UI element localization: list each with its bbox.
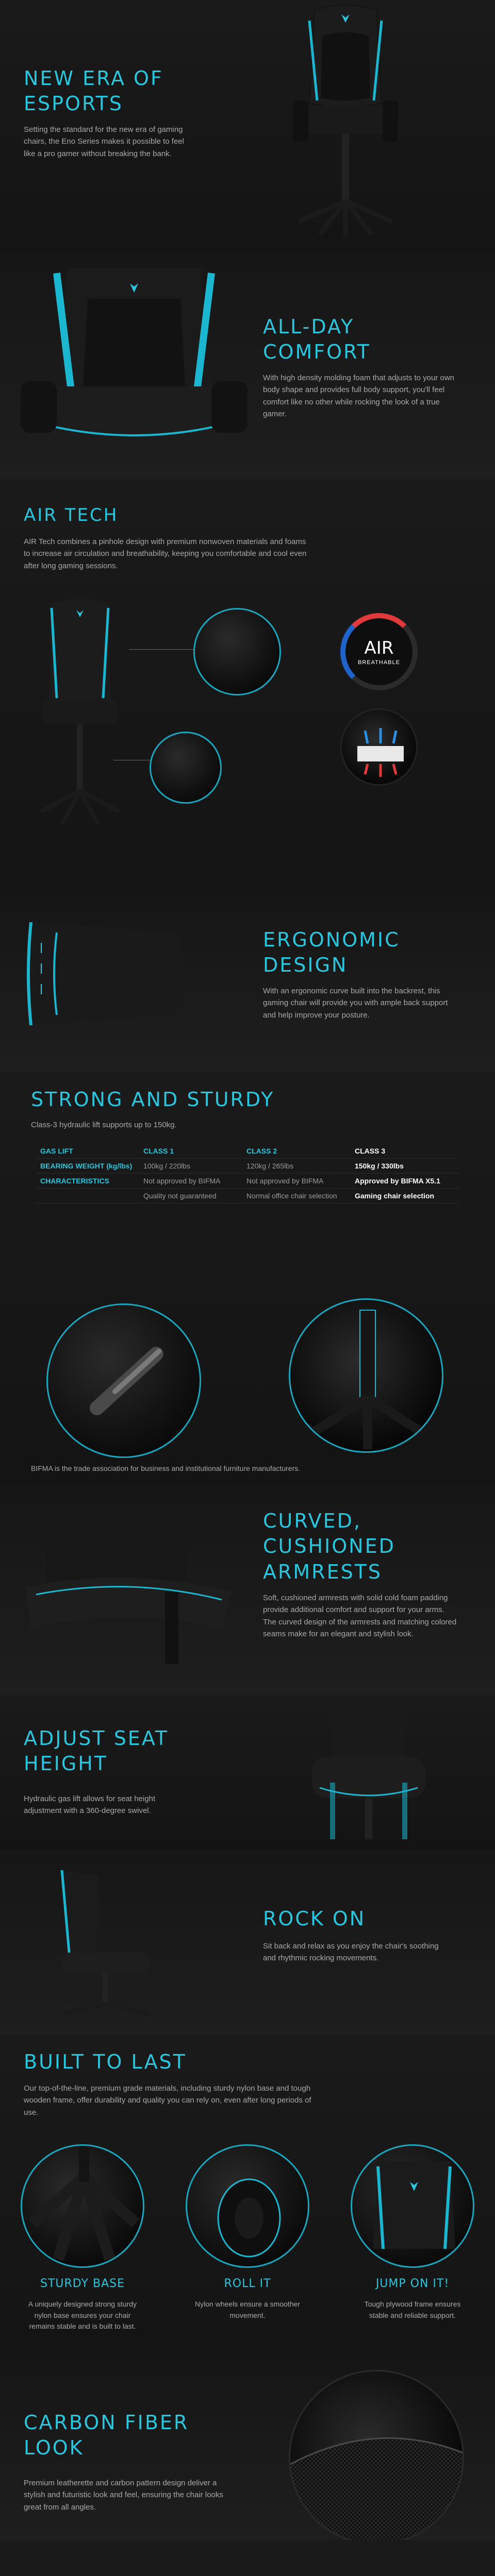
section-title: BUILT TO LAST [24, 2050, 187, 2073]
section-air-tech [0, 479, 495, 896]
seat-frame-icon [352, 2146, 474, 2268]
section-title [24, 1726, 169, 1777]
table-cell: BEARING WEIGHT (kg/lbs) [36, 1159, 139, 1174]
section-title [263, 927, 400, 978]
sturdy-base-circle [21, 2144, 144, 2268]
section-title: ROCK ON [263, 1907, 366, 1930]
section-built-to-last [0, 2035, 495, 2360]
section-seat-height [0, 1695, 495, 1850]
badge-subtitle: BREATHABLE [358, 659, 400, 666]
section-ergonomic [0, 896, 495, 1072]
feature-title: JUMP ON IT! [375, 2277, 450, 2290]
title-line: ARMRESTS [263, 1560, 383, 1583]
section-text: Premium leatherette and carbon pattern design deliver a stylish and futuristic look and feel, ensuring the chair looks great from all angles. [24, 2479, 223, 2512]
chair-closeup-image [21, 268, 248, 469]
table-row [36, 1174, 459, 1189]
chair-side-image [21, 912, 217, 1036]
badge-title: AIR [364, 638, 394, 658]
chair-base-icon [290, 1300, 443, 1453]
title-line: CUSHIONED [263, 1535, 395, 1558]
section-text: Sit back and relax as you enjoy the chair's soothing and rhythmic rocking movements. [263, 1942, 439, 1963]
table-cell: 100kg / 220lbs [139, 1159, 242, 1174]
table-header-cell: CLASS 2 [242, 1144, 351, 1159]
gas-lift-circle [46, 1303, 201, 1458]
carbon-pattern-icon [290, 2371, 464, 2540]
table-row [36, 1189, 459, 1204]
title-line: NEW ERA OF [24, 67, 163, 90]
section-title [263, 1509, 395, 1585]
table-cell: 150kg / 330lbs [351, 1159, 459, 1174]
feature-text: Nylon wheels ensure a smoother movement. [195, 2300, 300, 2319]
gas-lift-table [36, 1144, 459, 1204]
table-cell: Approved by BIFMA X5.1 [351, 1174, 459, 1189]
armrest-image [15, 1504, 237, 1674]
table-header-cell: CLASS 3 [351, 1144, 459, 1159]
section-carbon-fiber [0, 2360, 495, 2540]
detail-circle-top [193, 608, 281, 696]
airflow-diagram [340, 708, 418, 786]
title-line: CURVED, [263, 1510, 362, 1532]
section-title [24, 2410, 189, 2461]
callout-line [129, 649, 196, 650]
title-line: ADJUST SEAT [24, 1727, 169, 1750]
table-cell: 120kg / 265lbs [242, 1159, 351, 1174]
airflow-arrows-icon [342, 710, 418, 786]
section-title [263, 314, 371, 365]
table-cell: Not approved by BIFMA [139, 1174, 242, 1189]
title-line: CARBON FIBER [24, 2411, 189, 2434]
title-line: DESIGN [263, 954, 348, 977]
section-title: STRONG AND STURDY [31, 1088, 275, 1111]
section-dimensions [0, 2540, 495, 2576]
table-cell: Normal office chair selection [242, 1189, 351, 1204]
table-cell: Quality not guaranteed [139, 1189, 242, 1204]
section-text: With high density molding foam that adjusts to your own body shape and provides full body support, you'll feel comfort like no other while rocking the look of a true gamer. [263, 374, 455, 418]
table-cell [36, 1189, 139, 1204]
air-breathable-badge [340, 613, 418, 690]
table-cell: CHARACTERISTICS [36, 1174, 139, 1189]
section-text: Hydraulic gas lift allows for seat height adjustment with a 360-degree swivel. [24, 1794, 156, 1816]
feature-text: A uniquely designed strong sturdy nylon base ensures your chair remains stable and is built to last. [28, 2300, 137, 2331]
detail-circle-bottom [150, 732, 222, 804]
carbon-texture-circle [289, 2370, 464, 2540]
section-text: AIR Tech combines a pinhole design with premium nonwoven materials and foams to increase air circulation and breathability, keeping you comfortable and cool even after long gaming sessions. [24, 537, 307, 570]
base-closeup-circle [289, 1298, 443, 1453]
table-cell: Gaming chair selection [351, 1189, 459, 1204]
section-new-era [0, 0, 495, 252]
chair-seat-image [299, 1705, 438, 1844]
feature-title: STURDY BASE [40, 2277, 125, 2290]
title-line: ERGONOMIC [263, 928, 400, 951]
wheel-icon [187, 2146, 309, 2268]
chair-front-image [278, 0, 412, 252]
jump-on-it-circle [351, 2144, 474, 2268]
section-text: Class-3 hydraulic lift supports up to 150kg. [31, 1121, 177, 1129]
table-header-cell: GAS LIFT [36, 1144, 139, 1159]
gas-lift-icon [48, 1305, 201, 1458]
base-icon [22, 2146, 144, 2268]
chair-rocking-image [41, 1865, 160, 2020]
section-armrests [0, 1484, 495, 1695]
feature-text: Tough plywood frame ensures stable and reliable support. [364, 2300, 461, 2319]
section-rock-on [0, 1850, 495, 2035]
table-header-cell: CLASS 1 [139, 1144, 242, 1159]
section-text: Our top-of-the-line, premium grade materials, including sturdy nylon base and tough wooden frame, offer durability and quality you can rely on, even after long periods of use. [24, 2084, 311, 2117]
title-line: ALL-DAY [263, 315, 355, 338]
feature-title: ROLL IT [224, 2277, 271, 2290]
title-line: COMFORT [263, 341, 371, 364]
section-title: AIR TECH [24, 505, 119, 526]
section-strong-sturdy [0, 1072, 495, 1484]
title-line: LOOK [24, 2436, 84, 2460]
section-text: Soft, cushioned armrests with solid cold foam padding provide additional comfort and support for your arms. The curved design of the armrests and matching colored seams make for an elegant and stylish look. [263, 1594, 457, 1638]
chair-angle-image [31, 598, 129, 840]
title-line: ESPORTS [24, 92, 123, 115]
section-title [24, 66, 163, 117]
title-line: HEIGHT [24, 1752, 108, 1775]
footnote: BIFMA is the trade association for business and institutional furniture manufacturers. [31, 1464, 301, 1472]
table-cell: Not approved by BIFMA [242, 1174, 351, 1189]
section-text: Setting the standard for the new era of gaming chairs, the Eno Series makes it possible to feel like a pro gamer without breaking the bank. [24, 125, 184, 158]
section-comfort [0, 252, 495, 479]
table-row [36, 1159, 459, 1174]
table-header-row [36, 1144, 459, 1159]
section-text: With an ergonomic curve built into the backrest, this gaming chair will provide you with ample back support and help improve your posture. [263, 987, 448, 1020]
roll-it-circle [186, 2144, 309, 2268]
